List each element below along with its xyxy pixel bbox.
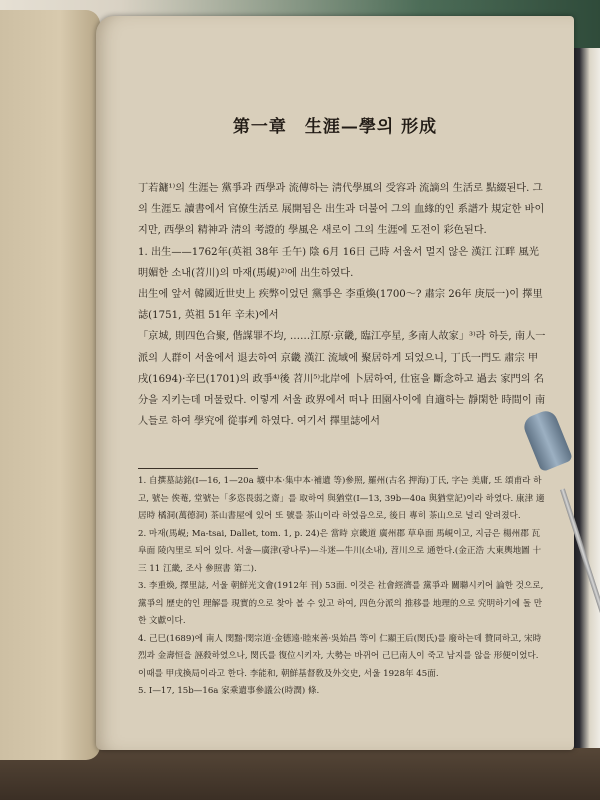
paragraph: 「京城, 則四色合聚, 偕謀罪不均, ……江原·京畿, 臨江亭星, 多南人故家」³⁾라 하듯, 南人一派의 人群이 서울에서 退去하여 京畿 漢江 流域에 聚居하게 되었으니, 丁氏一門도 肅宗 甲戌(1694)·辛巳(1701)의 政爭⁴⁾後 苕川⁵⁾北岸에 卜居하여, 仕宦을 斷念하고 過去 家門의 名分을 지키는데 머물렀다. 이렇게 서울 政界에서 떠나 田園사이에 自適하는 靜閑한 時間이 南人들로 하여 學究에 從事케 하였다. 여기서 擇里誌에서 xyxy=(138,331,546,428)
paragraph: 丁若鏞¹⁾의 生涯는 黨爭과 西學과 流傳하는 淸代學風의 受容과 流謫의 生活로 點綴된다. 그의 生涯도 讀書에서 官僚生活로 展開됨은 出生과 더불어 그의 血緣的인 系譜가 規定한 바이지만, 西學의 精神과 淸의 考證的 學風은 새로이 그의 生涯에 도전이 彩色된다. xyxy=(138,183,545,237)
paragraph: 1. 出生——1762年(英祖 38年 壬午) 陰 6月 16日 己時 서울서 멀지 않은 漢江 江畔 風光 明媚한 소내(苕川)의 마재(馬峴)²⁾에 出生하였다. xyxy=(138,246,539,279)
left-page-edge xyxy=(0,10,100,760)
chapter-title: 第一章 生涯—學의 形成 xyxy=(232,117,438,137)
body-text xyxy=(138,178,546,432)
footnote: 1. 自撰墓誌銘(I—16, 1—20a 壙中本·集中本·補遺 等)參照, 羅州(古名 押海)丁氏, 字는 美庸, 또 頌甫라 하고, 號는 俟菴, 堂號는「多恣畏弱之齋」를 取하여 與猶堂(I—13, 39b—40a 與猶堂記)이라 하였다. 康津 適居時 橘洞(萬德洞) 茶山書屋에 있어 또 號를 茶山이라 하였음으로, 後日 專히 茶山으로 널리 알려졌다. xyxy=(138,476,545,521)
footnote: 3. 李重煥, 擇里誌, 서울 朝鮮光文會(1912年 刊) 53面. 이것은 社會經濟를 黨爭과 關聯시키어 論한 것으로, 黨爭의 歷史的인 理解를 現實的으로 찾아 볼 수 있고 하여, 四色分派의 推移를 地理的으로 究明하기에 돌 만한 文獻이다. xyxy=(138,581,544,626)
book-page xyxy=(96,16,574,750)
footnote-divider xyxy=(138,468,258,469)
paragraph: 出生에 앞서 韓國近世史上 疾弊이었던 黨爭은 李重煥(1700～? 肅宗 26年 庚辰一)이 擇里誌(1751, 英祖 51年 辛未)에서 xyxy=(138,289,543,322)
footnote: 5. I—17, 15b—16a 家乘遺事參議公(時潤) 條. xyxy=(138,686,320,696)
footnote: 4. 己巳(1689)에 南人 閔黯·閔宗道·金德遠·睦來善·吳始昌 等이 仁顯王后(閔氏)를 廢하는데 贊同하고, 宋時烈과 金壽恒을 誣殺하였으나, 閔氏를 復位시키자, 大勢는 바뀌어 己巳南人이 죽고 남지를 않을 形便이었다. 이때를 甲戌換局이라고 한다. 李能和, 朝鮮基督敎及外交史, 서울 1928年 45面. xyxy=(138,633,542,679)
footnote: 2. 마재(馬峴; Ma-tsai, Dallet, tom. 1, p. 24)은 當時 京畿道 廣州郡 草阜面 馬峴이고, 지금은 楊州郡 瓦阜面 陵內里로 되어 있다. 서울—廣津(광나루)—斗迷—牛川(소내), 苕川으로 通한다.(金正浩 大東輿地圖 十三 11 江畿, 조사 參照書 第二). xyxy=(138,528,542,574)
footnotes xyxy=(138,468,546,701)
